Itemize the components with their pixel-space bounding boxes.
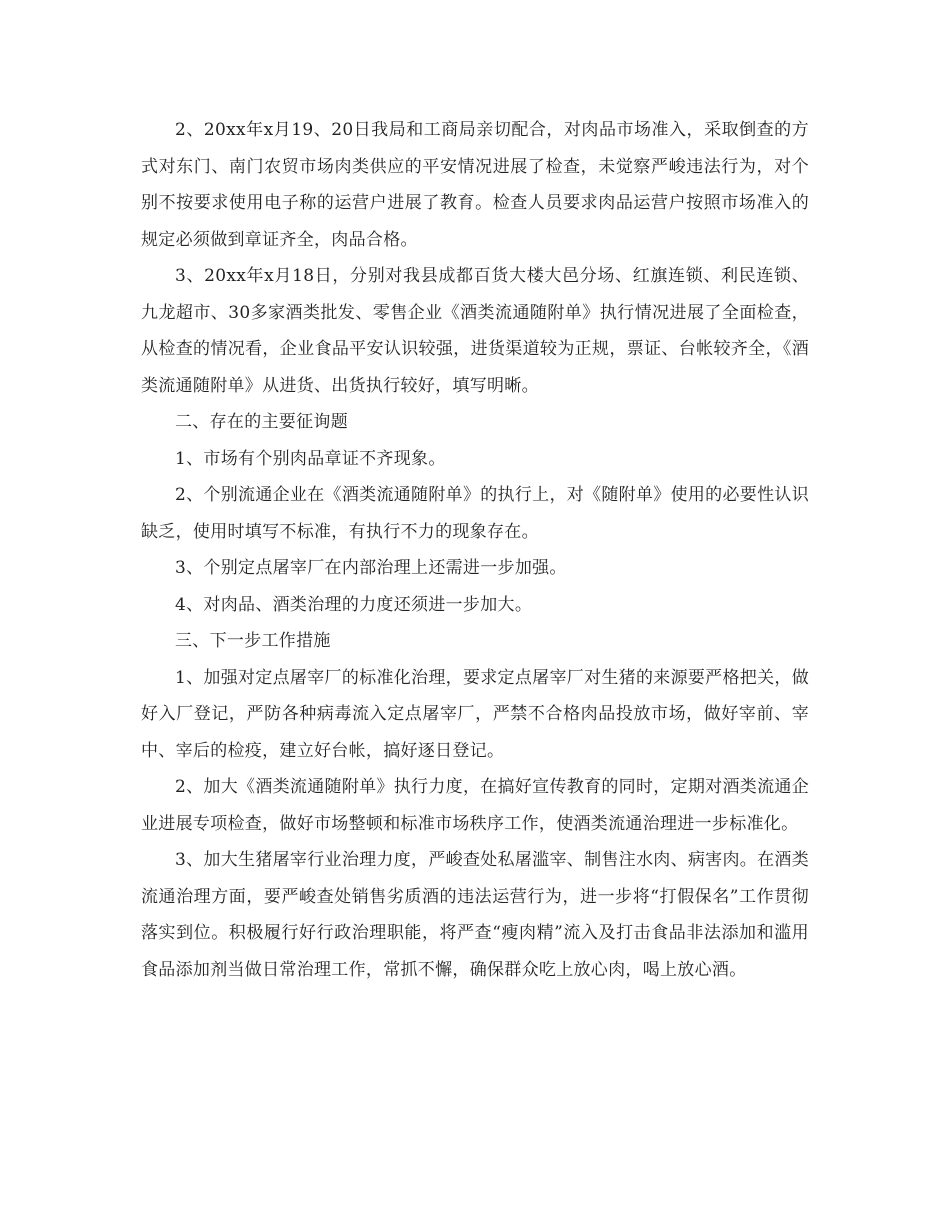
measure-item-2: 2、加大《酒类流通随附单》执行力度，在搞好宣传教育的同时，定期对酒类流通企业进展专项检查，做好市场整顿和标准市场秩序工作，使酒类流通治理进一步标准化。 [141,777,809,834]
section-heading-next-steps: 三、下一步工作措施 [175,631,331,651]
problem-item-1: 1、市场有个别肉品章证不齐现象。 [175,448,446,469]
problem-item-2: 2、个别流通企业在《酒类流通随附单》的执行上，对《随附单》使用的必要性认识缺乏，使用时填写不标准，有执行不力的现象存在。 [141,485,809,542]
section-heading-problems: 二、存在的主要征询题 [175,412,348,432]
problem-item-3: 3、个别定点屠宰厂在内部治理上还需进一步加强。 [175,558,567,578]
measure-item-1: 1、加强对定点屠宰厂的标准化治理，要求定点屠宰厂对生猪的来源要严格把关，做好入厂登记，严防各种病毒流入定点屠宰厂，严禁不合格肉品投放市场，做好宰前、宰中、宰后的检疫，建立好台帐，搞好逐日登记。 [141,667,809,761]
paragraph-liquor-inspection: 3、20xx年x月18日，分别对我县成都百货大楼大邑分场、红旗连锁、利民连锁、九龙超市、30多家酒类批发、零售企业《酒类流通随附单》执行情况进展了全面检查，从检查的情况看，企业食品平安认识较强，进货渠道较为正规，票证、台帐较齐全，《酒类流通随附单》从进货、出货执行较好，填写明晰。 [141,266,809,396]
problem-item-4: 4、对肉品、酒类治理的力度还须进一步加大。 [175,594,533,615]
document-body [141,112,809,988]
paragraph-market-inspection: 2、20xx年x月19、20日我局和工商局亲切配合，对肉品市场准入，采取倒查的方式对东门、南门农贸市场肉类供应的平安情况进展了检查，未觉察严峻违法行为，对个别不按要求使用电子称的运营户进展了教育。检查人员要求肉品运营户按照市场准入的规定必须做到章证齐全，肉品合格。 [141,120,809,250]
measure-item-3: 3、加大生猪屠宰行业治理力度，严峻查处私屠滥宰、制售注水肉、病害肉。在酒类流通治理方面，要严峻查处销售劣质酒的违法运营行为，进一步将“打假保名”工作贯彻落实到位。积极履行好行政治理职能，将严查“瘦肉精”流入及打击食品非法添加和滥用食品添加剂当做日常治理工作，常抓不懈，确保群众吃上放心肉，喝上放心酒。 [141,850,809,980]
